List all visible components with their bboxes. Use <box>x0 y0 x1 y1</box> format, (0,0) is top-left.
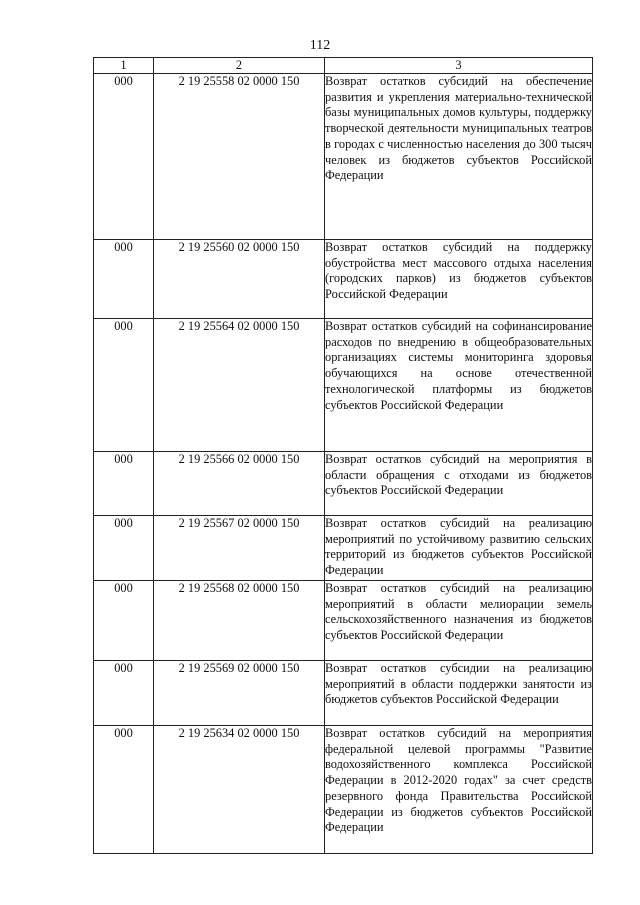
column-header: 3 <box>325 58 593 74</box>
table-header-row <box>94 58 593 74</box>
description-cell: Возврат остатков субсидий на поддержку обустройства мест массового отдыха населения (городских парков) из бюджетов субъектов Российской Федерации <box>325 240 593 319</box>
admin-code-cell: 000 <box>94 516 154 581</box>
table-row <box>94 74 593 240</box>
table-row <box>94 661 593 726</box>
description-cell: Возврат остатков субсидий на обеспечение развития и укрепления материально-технической базы муниципальных домов культуры, поддержку творческой деятельности муниципальных театров в городах с численностью населения до 300 тысяч человек из бюджетов субъектов Российской Федерации <box>325 74 593 240</box>
admin-code-cell: 000 <box>94 452 154 516</box>
table-row <box>94 452 593 516</box>
description-cell: Возврат остатков субсидий на реализацию мероприятий по устойчивому развитию сельских территорий из бюджетов субъектов Российской Федерации <box>325 516 593 581</box>
budget-code-cell: 2 19 25569 02 0000 150 <box>154 661 325 726</box>
table-row <box>94 516 593 581</box>
budget-code-cell: 2 19 25567 02 0000 150 <box>154 516 325 581</box>
admin-code-cell: 000 <box>94 319 154 452</box>
description-cell: Возврат остатков субсидий на мероприятия федеральной целевой программы "Развитие водохозяйственного комплекса Российской Федерации в 2012-2020 годах" за счет средств резервного фонда Правительства Российской Федерации из бюджетов субъектов Российской Федерации <box>325 726 593 854</box>
budget-code-cell: 2 19 25560 02 0000 150 <box>154 240 325 319</box>
budget-code-cell: 2 19 25634 02 0000 150 <box>154 726 325 854</box>
budget-code-table <box>93 57 593 854</box>
admin-code-cell: 000 <box>94 240 154 319</box>
description-cell: Возврат остатков субсидий на софинансирование расходов по внедрению в общеобразовательных организациях системы мониторинга здоровья обучающихся на основе отечественной технологической платформы из бюджетов субъектов Российской Федерации <box>325 319 593 452</box>
table-row <box>94 319 593 452</box>
description-cell: Возврат остатков субсидий на мероприятия в области обращения с отходами из бюджетов субъектов Российской Федерации <box>325 452 593 516</box>
admin-code-cell: 000 <box>94 726 154 854</box>
budget-code-cell: 2 19 25566 02 0000 150 <box>154 452 325 516</box>
admin-code-cell: 000 <box>94 581 154 661</box>
budget-code-cell: 2 19 25568 02 0000 150 <box>154 581 325 661</box>
admin-code-cell: 000 <box>94 661 154 726</box>
table-row <box>94 581 593 661</box>
description-cell: Возврат остатков субсидий на реализацию мероприятий в области мелиорации земель сельскохозяйственного назначения из бюджетов субъектов Российской Федерации <box>325 581 593 661</box>
column-header: 2 <box>154 58 325 74</box>
admin-code-cell: 000 <box>94 74 154 240</box>
page-number: 112 <box>309 38 331 53</box>
budget-code-cell: 2 19 25564 02 0000 150 <box>154 319 325 452</box>
table-row <box>94 726 593 854</box>
budget-code-cell: 2 19 25558 02 0000 150 <box>154 74 325 240</box>
table-row <box>94 240 593 319</box>
description-cell: Возврат остатков субсидии на реализацию мероприятий в области поддержки занятости из бюджетов субъектов Российской Федерации <box>325 661 593 726</box>
column-header: 1 <box>94 58 154 74</box>
